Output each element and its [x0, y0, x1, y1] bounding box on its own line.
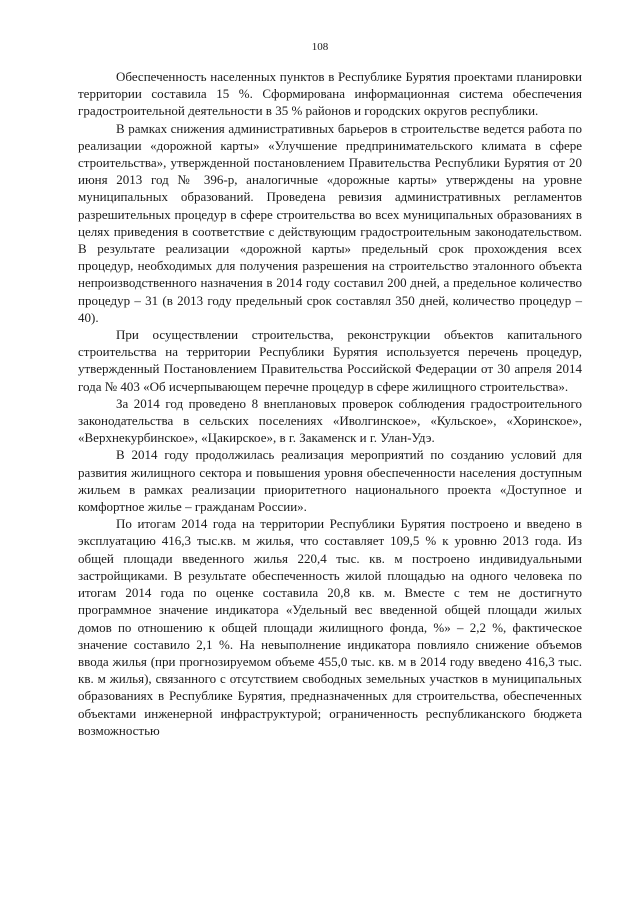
page-number: 108 — [311, 41, 329, 53]
paragraph: В рамках снижения административных барьеров в строительстве ведется работа по реализации «дорожной карты» «Улучшение предпринимательского климата в сфере строительства», утвержденной постановлением Правительства Республики Бурятия от 20 июня 2013 год № 396-р, аналогичные «дорожные карты» утверждены на уровне муниципальных образований. Проведена ревизия административных регламентов разрешительных процедур в сфере строительства во всех муниципальных образованиях в целях приведения в соответствие с действующим градостроительным законодательством. В результате реализации «дорожной карты» предельный срок прохождения всех процедур, необходимых для получения разрешения на строительство эталонного объекта непроизводственного назначения в 2014 году составил 200 дней, а предельное количество процедур – 31 (в 2013 году предельный срок составлял 350 дней, количество процедур – 40). — [78, 120, 582, 325]
body-text — [78, 68, 582, 739]
paragraph: При осуществлении строительства, реконструкции объектов капитального строительства на территории Республики Бурятия используется перечень процедур, утвержденный Постановлением Правительства Российской Федерации от 30 апреля 2014 года № 403 «Об исчерпывающем перечне процедур в сфере жилищного строительства». — [78, 327, 582, 394]
paragraph: По итогам 2014 года на территории Республики Бурятия построено и введено в эксплуатацию 416,3 тыс.кв. м жилья, что составляет 109,5 % к уровню 2013 года. Из общей площади введенного жилья 220,4 тыс. кв. м построено индивидуальными застройщиками. В результате обеспеченность жилой площадью на одного человека по итогам 2014 года по оценке составила 20,8 кв. м. Вместе с тем не достигнуто программное значение индикатора «Удельный вес введенной общей площади жилых домов по отношению к общей площади жилищного фонда, %» – 2,2 %, фактическое значение составило 2,1 %. На невыполнение индикатора повлияло снижение объемов ввода жилья (при прогнозируемом объеме 455,0 тыс. кв. м в 2014 году введено 416,3 тыс. кв. м жилья), связанного с отсутствием свободных земельных участков в муниципальных образованиях в Республике Бурятия, предназначенных для строительства, обеспеченных объектами инженерной инфраструктурой; ограниченность республиканского бюджета возможностью — [78, 516, 582, 738]
paragraph: За 2014 год проведено 8 внеплановых проверок соблюдения градостроительного законодательства в сельских поселениях «Иволгинское», «Кульское», «Хоринское», «Верхнекурбинское», «Цакирское», в г. Закаменск и г. Улан-Удэ. — [78, 395, 582, 446]
paragraph: Обеспеченность населенных пунктов в Республике Бурятия проектами планировки территории составила 15 %. Сформирована информационная система обеспечения градостроительной деятельности в 35 % районов и городских округов республики. — [78, 69, 582, 119]
paragraph: В 2014 году продолжилась реализация мероприятий по созданию условий для развития жилищного сектора и повышения уровня обеспеченности населения доступным жильем в рамках реализации приоритетного национального проекта «Доступное и комфортное жилье – гражданам России». — [78, 447, 582, 515]
